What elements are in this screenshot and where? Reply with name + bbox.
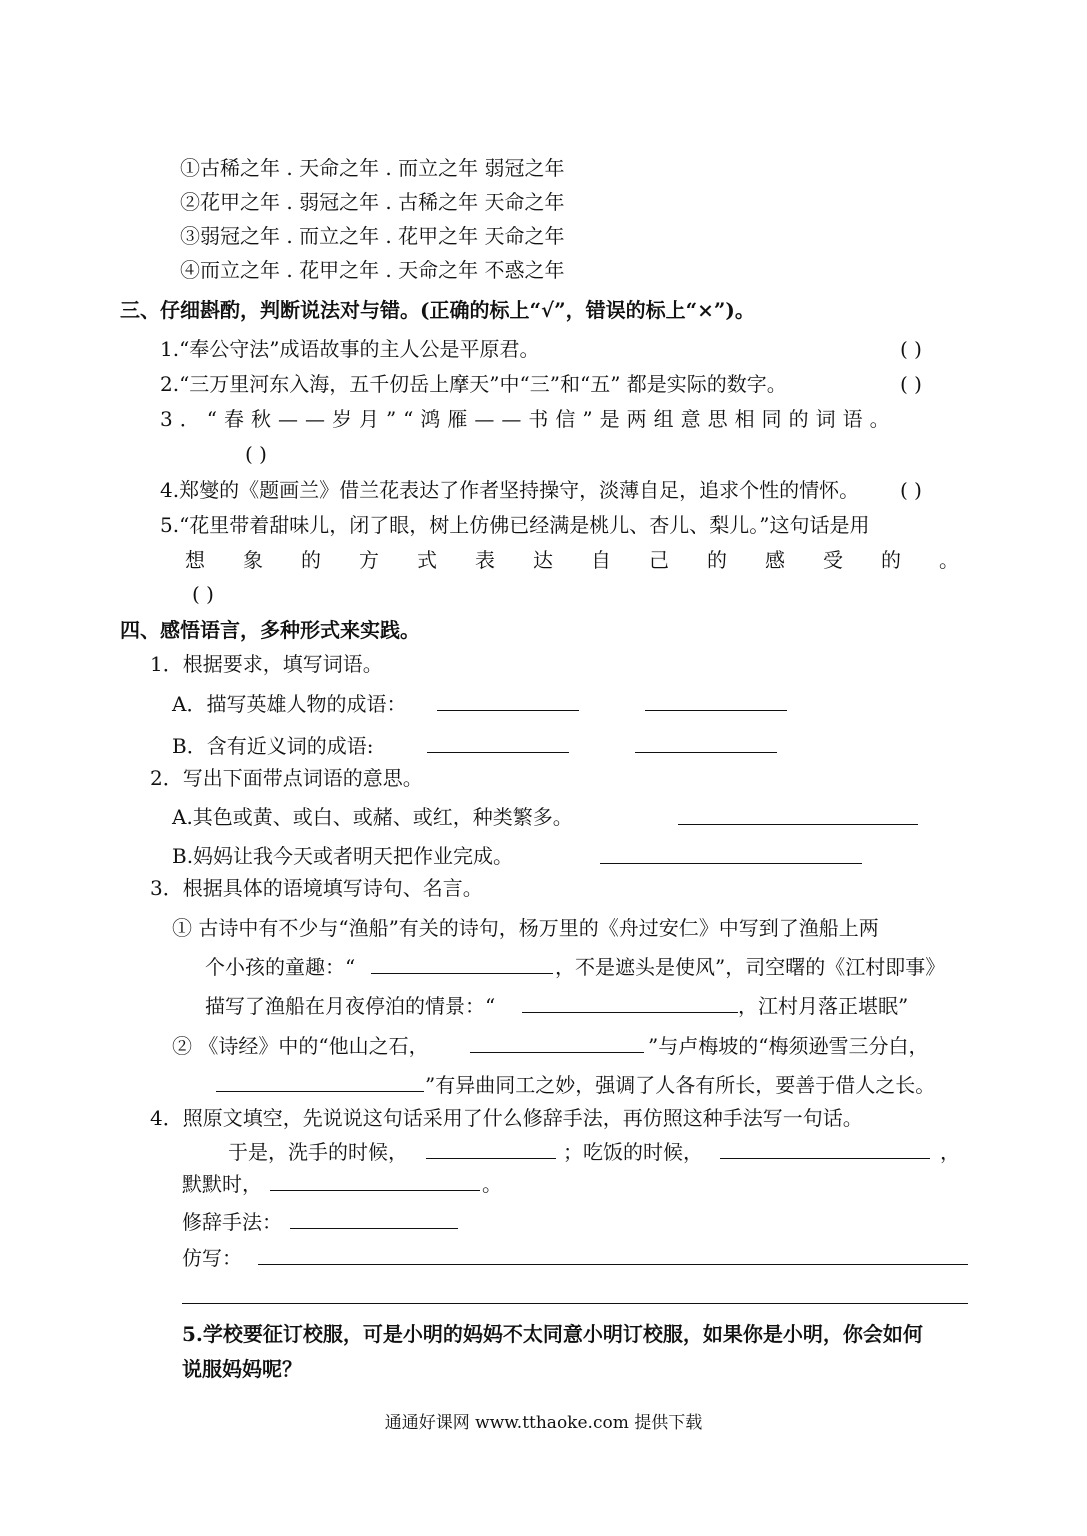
option-2: ②花甲之年 . 弱冠之年 . 古稀之年 天命之年 (180, 190, 565, 214)
q4-line1a: 于是，洗手的时候， (228, 1140, 408, 1164)
judge-item-4: 4.郑燮的《题画兰》借兰花表达了作者坚持操守，淡薄自足，追求个性的情怀。 (160, 478, 860, 502)
q3-p1-line3b: ，江村月落正堪眠” (738, 994, 909, 1018)
q3-p1-line2b: ，不是遮头是使风”，司空曙的《江村即事》 (555, 955, 946, 979)
judge-item-3: 3．“春秋——岁月”“鸿雁——书信”是两组意思相同的词语。 (160, 407, 897, 431)
q4-blank-3[interactable] (270, 1190, 480, 1191)
q3-p2-line1a: ② 《诗经》中的“他山之石， (172, 1034, 429, 1058)
q3-p2-line1b: ”与卢梅坡的“梅须逊雪三分白， (648, 1034, 929, 1058)
judge-item-2-text: 2.“三万里河东入海，五千仞岳上摩天”中“三”和“五” 都是实际的数字。 (160, 372, 787, 396)
q3-p1-line2a: 个小孩的童趣：“ (205, 955, 356, 979)
q1-b-blank-1[interactable] (427, 752, 569, 753)
q1-b-label: B．含有近义词的成语: (172, 734, 374, 758)
q5-line1: 5.学校要征订校服，可是小明的妈妈不太同意小明订校服，如果你是小明，你会如何 (182, 1322, 923, 1346)
judge-item-2 (160, 370, 787, 398)
judge-paren-1[interactable]: ( ) (900, 337, 922, 361)
q4-line1c: ， (940, 1140, 960, 1164)
q4-imitate-blank-2[interactable] (182, 1303, 968, 1304)
q3-p1-blank-2[interactable] (522, 1012, 738, 1013)
q1-b-blank-2[interactable] (635, 752, 777, 753)
q4-imitate-label: 仿写： (182, 1246, 242, 1270)
q4-line1b: ；吃饭的时候， (563, 1140, 703, 1164)
q3-p2-blank-2[interactable] (216, 1091, 424, 1092)
q2-a: A.其色或黄、或白、或赭、或红，种类繁多。 (172, 805, 573, 829)
q1-b (172, 732, 373, 760)
q4-blank-1[interactable] (426, 1158, 556, 1159)
q1-a-blank-1[interactable] (437, 710, 579, 711)
q3-p1-blank-1[interactable] (371, 973, 553, 974)
option-1: ①古稀之年 . 天命之年 . 而立之年 弱冠之年 (180, 156, 565, 180)
q5-line2: 说服妈妈呢？ (182, 1357, 302, 1381)
q4-rhetoric-label: 修辞手法： (182, 1210, 282, 1234)
q3-title: 3．根据具体的语境填写诗句、名言。 (150, 876, 483, 900)
q4-rhetoric-blank[interactable] (290, 1228, 458, 1229)
option-3: ③弱冠之年 . 而立之年 . 花甲之年 天命之年 (180, 224, 565, 248)
footer: 通通好课网 www.tthaoke.com 提供下载 (384, 1413, 703, 1433)
q3-p1-line1: ① 古诗中有不少与“渔船”有关的诗句，杨万里的《舟过安仁》中写到了渔船上两 (172, 916, 879, 940)
q4-line2a: 默默时， (182, 1172, 262, 1196)
q4-imitate-blank-1[interactable] (258, 1264, 968, 1265)
option-4: ④而立之年 . 花甲之年 . 天命之年 不惑之年 (180, 258, 565, 282)
q4-line2b: 。 (482, 1172, 502, 1196)
q4-title: 4．照原文填空，先说说这句话采用了什么修辞手法，再仿照这种手法写一句话。 (150, 1106, 863, 1130)
q3-p1-line3a: 描写了渔船在月夜停泊的情景：“ (205, 994, 496, 1018)
judge-item-5-l1: 5.“花里带着甜味儿，闭了眼，树上仿佛已经满是桃儿、杏儿、梨儿。”这句话是用 (160, 513, 870, 537)
section3-heading: 三、仔细斟酌，判断说法对与错。(正确的标上“√”，错误的标上“×”)。 (120, 298, 755, 322)
q2-b-blank[interactable] (600, 863, 862, 864)
q4-blank-2[interactable] (720, 1158, 930, 1159)
judge-paren-3[interactable]: ( ) (245, 442, 267, 466)
q1-a (172, 690, 406, 718)
q2-title: 2．写出下面带点词语的意思。 (150, 766, 423, 790)
q3-p2-line2b: ”有异曲同工之妙，强调了人各有所长，要善于借人之长。 (425, 1073, 936, 1097)
section4-heading: 四、感悟语言，多种形式来实践。 (120, 618, 420, 642)
judge-item-1-text: 1.“奉公守法”成语故事的主人公是平原君。 (160, 337, 540, 361)
judge-item-5-l2: 想象的方式表达自己的感受的。 (185, 548, 997, 572)
judge-paren-2[interactable]: ( ) (900, 372, 922, 396)
q2-b: B.妈妈让我今天或者明天把作业完成。 (172, 844, 514, 868)
judge-paren-4[interactable]: ( ) (900, 478, 922, 502)
q1-a-blank-2[interactable] (645, 710, 787, 711)
judge-item-1 (160, 335, 540, 363)
judge-paren-5[interactable]: ( ) (192, 582, 214, 606)
q1-a-label: A．描写英雄人物的成语： (172, 692, 407, 716)
q3-p2-blank-1[interactable] (470, 1052, 644, 1053)
q2-a-blank[interactable] (678, 824, 918, 825)
q1-title: 1．根据要求，填写词语。 (150, 652, 383, 676)
